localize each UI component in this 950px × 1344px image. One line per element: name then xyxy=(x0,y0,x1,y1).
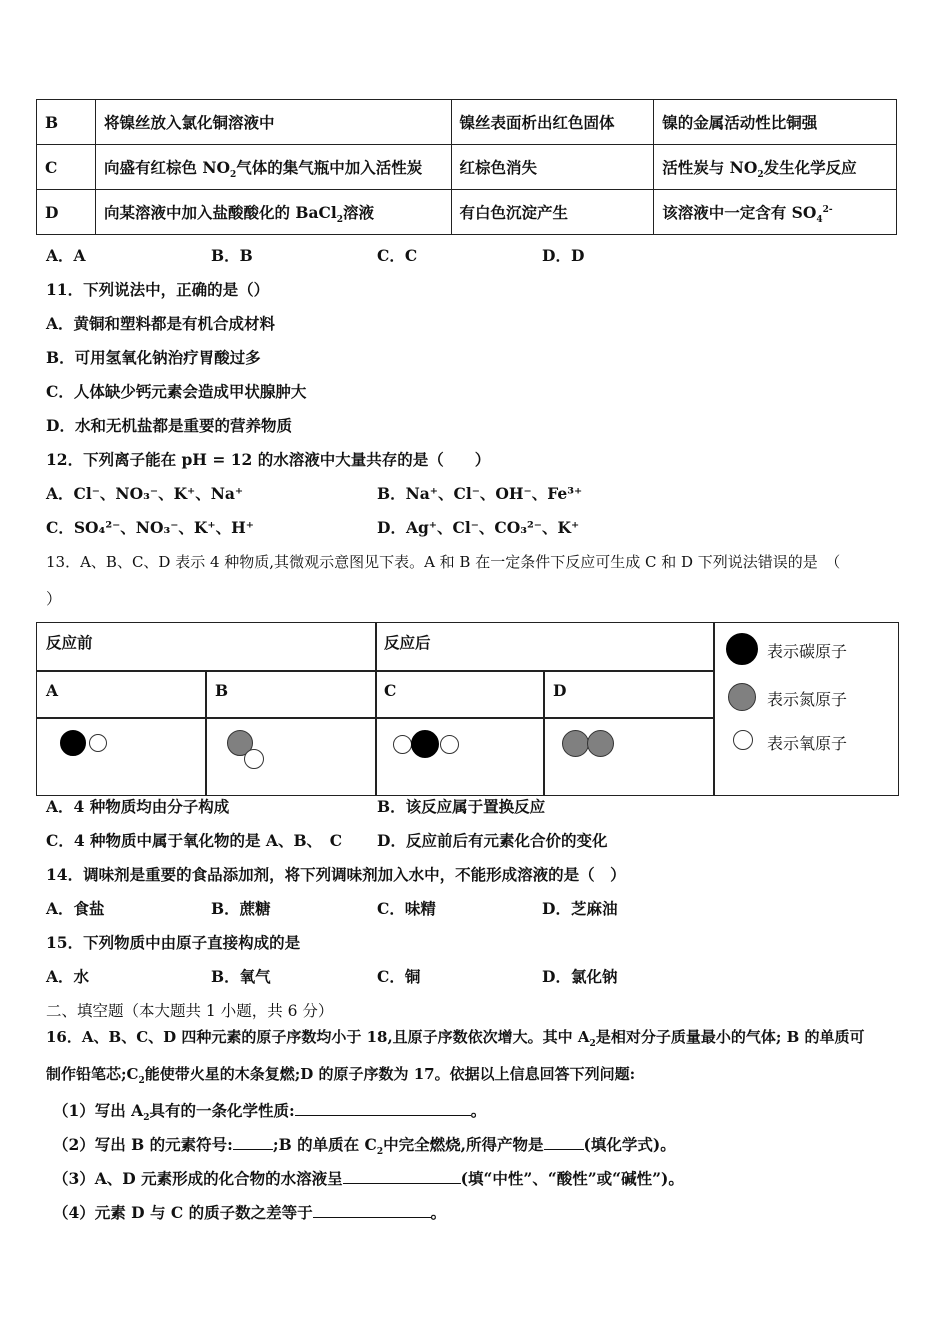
q11-option-d[interactable]: D．水和无机盐都是重要的营养物质 xyxy=(46,416,292,435)
carbon-atom-icon xyxy=(411,730,439,758)
q11-option-c[interactable]: C．人体缺少钙元素会造成甲状腺肿大 xyxy=(46,382,307,401)
q13-molecule-table xyxy=(36,622,899,796)
conclusion-cell: 镍的金属活动性比铜强 xyxy=(654,100,897,145)
q15-option-c[interactable]: C．铜 xyxy=(377,967,421,986)
q12-option-c[interactable]: C．SO₄²⁻、NO₃⁻、K⁺、H⁺ xyxy=(46,518,254,537)
oxygen-legend-icon xyxy=(733,730,753,750)
q13-stem-line2: ） xyxy=(46,590,62,608)
answer-blank[interactable] xyxy=(544,1133,584,1150)
row-label: B xyxy=(37,100,96,145)
q13-stem-line1: 13．A、B、C、D 表示 4 种物质,其微观示意图见下表。A 和 B 在一定条件下反应可生成 C 和 D 下列说法错误的是 （ xyxy=(46,553,841,571)
legend-oxygen: 表示氧原子 xyxy=(767,734,848,753)
table-row xyxy=(37,190,897,235)
q12-option-d[interactable]: D．Ag⁺、Cl⁻、CO₃²⁻、K⁺ xyxy=(377,518,580,537)
q10-table xyxy=(36,99,897,235)
answer-blank[interactable] xyxy=(233,1133,273,1150)
q16-line2: 制作铅笔芯$;C_2$能使带火星的木条复燃;D 的原子序数为 17。依据以上信息回答下列问题: xyxy=(46,1065,636,1086)
oxygen-atom-icon xyxy=(89,734,107,752)
q12-stem: 12．下列离子能在 pH = 12 的水溶液中大量共存的是（ ） xyxy=(46,450,491,469)
q10-option-b[interactable]: B．B xyxy=(211,246,253,265)
q16-line1: 16．A、B、C、D 四种元素的原子序数均小于 18,且原子序数依次增大。其中 $A_2$是相对分子质量最小的气体; B 的单质可 xyxy=(46,1028,865,1049)
q14-option-d[interactable]: D．芝麻油 xyxy=(542,899,618,918)
nitrogen-atom-icon xyxy=(587,730,614,757)
carbon-atom-icon xyxy=(60,730,86,756)
oxygen-atom-icon xyxy=(440,735,459,754)
q14-option-b[interactable]: B．蔗糖 xyxy=(211,899,271,918)
col-b-label: B xyxy=(215,681,229,700)
col-d-label: D xyxy=(553,681,567,700)
before-header: 反应前 xyxy=(46,633,93,652)
q10-option-a[interactable]: A．A xyxy=(46,246,86,265)
q13-option-a[interactable]: A．4 种物质均由分子构成 xyxy=(46,797,230,816)
q13-option-b[interactable]: B．该反应属于置换反应 xyxy=(377,797,546,816)
conclusion-cell: 该溶液中一定含有 $SO_4^{2-}$ xyxy=(654,190,897,235)
q11-stem: 11．下列说法中，正确的是（） xyxy=(46,280,270,299)
q12-option-a[interactable]: A．Cl⁻、NO₃⁻、K⁺、Na⁺ xyxy=(46,484,244,503)
table-row xyxy=(37,145,897,190)
table-row xyxy=(37,100,897,145)
phenomenon-cell: 红棕色消失 xyxy=(451,145,654,190)
row-label: D xyxy=(37,190,96,235)
operation-cell: 向某溶液中加入盐酸酸化的 BaCl$_2$溶液 xyxy=(95,190,451,235)
nitrogen-legend-icon xyxy=(728,683,756,711)
q16-part4: （4）元素 D 与 C 的质子数之差等于 。 xyxy=(53,1203,447,1222)
q14-option-a[interactable]: A．食盐 xyxy=(46,899,105,918)
row-label: C xyxy=(37,145,96,190)
q14-stem: 14．调味剂是重要的食品添加剂，将下列调味剂加入水中，不能形成溶液的是（ ） xyxy=(46,865,626,884)
phenomenon-cell: 镍丝表面析出红色固体 xyxy=(451,100,654,145)
oxygen-atom-icon xyxy=(393,735,412,754)
section-heading: 二、填空题（本大题共 1 小题，共 6 分） xyxy=(46,1002,334,1020)
q15-option-b[interactable]: B．氧气 xyxy=(211,967,271,986)
q11-option-b[interactable]: B．可用氢氧化钠治疗胃酸过多 xyxy=(46,348,261,367)
q15-option-a[interactable]: A．水 xyxy=(46,967,90,986)
answer-blank[interactable] xyxy=(313,1201,431,1218)
carbon-legend-icon xyxy=(726,633,758,665)
answer-blank[interactable] xyxy=(343,1167,461,1184)
oxygen-atom-icon xyxy=(244,749,264,769)
operation-cell: 向盛有红棕色 $NO_2$气体的集气瓶中加入活性炭 xyxy=(95,145,451,190)
col-c-label: C xyxy=(384,681,397,700)
phenomenon-cell: 有白色沉淀产生 xyxy=(451,190,654,235)
q13-option-c[interactable]: C．4 种物质中属于氧化物的是 A、B、 C xyxy=(46,831,343,850)
conclusion-cell: 活性炭与 $NO_2$发生化学反应 xyxy=(654,145,897,190)
q10-option-d[interactable]: D．D xyxy=(542,246,585,265)
legend-carbon: 表示碳原子 xyxy=(767,642,848,661)
q15-stem: 15．下列物质中由原子直接构成的是 xyxy=(46,933,301,952)
q10-option-c[interactable]: C．C xyxy=(377,246,418,265)
q16-part2: （2）写出 B 的元素符号: ;B 的单质在 $C_2$中完全燃烧,所得产物是 (填化学式)。 xyxy=(53,1135,676,1158)
nitrogen-atom-icon xyxy=(562,730,589,757)
q14-option-c[interactable]: C．味精 xyxy=(377,899,436,918)
q11-option-a[interactable]: A．黄铜和塑料都是有机合成材料 xyxy=(46,314,276,333)
legend-nitrogen: 表示氮原子 xyxy=(767,690,848,709)
operation-cell: 将镍丝放入氯化铜溶液中 xyxy=(95,100,451,145)
q12-option-b[interactable]: B．Na⁺、Cl⁻、OH⁻、Fe³⁺ xyxy=(377,484,583,503)
col-a-label: A xyxy=(46,681,59,700)
q15-option-d[interactable]: D．氯化钠 xyxy=(542,967,618,986)
q16-part3: （3）A、D 元素形成的化合物的水溶液呈 (填“中性”、“酸性”或“碱性”)。 xyxy=(53,1169,684,1188)
after-header: 反应后 xyxy=(384,633,431,652)
q13-option-d[interactable]: D．反应前后有元素化合价的变化 xyxy=(377,831,608,850)
q16-part1: （1）写出 $A_2$具有的一条化学性质: 。 xyxy=(53,1101,487,1124)
answer-blank[interactable] xyxy=(295,1099,471,1116)
